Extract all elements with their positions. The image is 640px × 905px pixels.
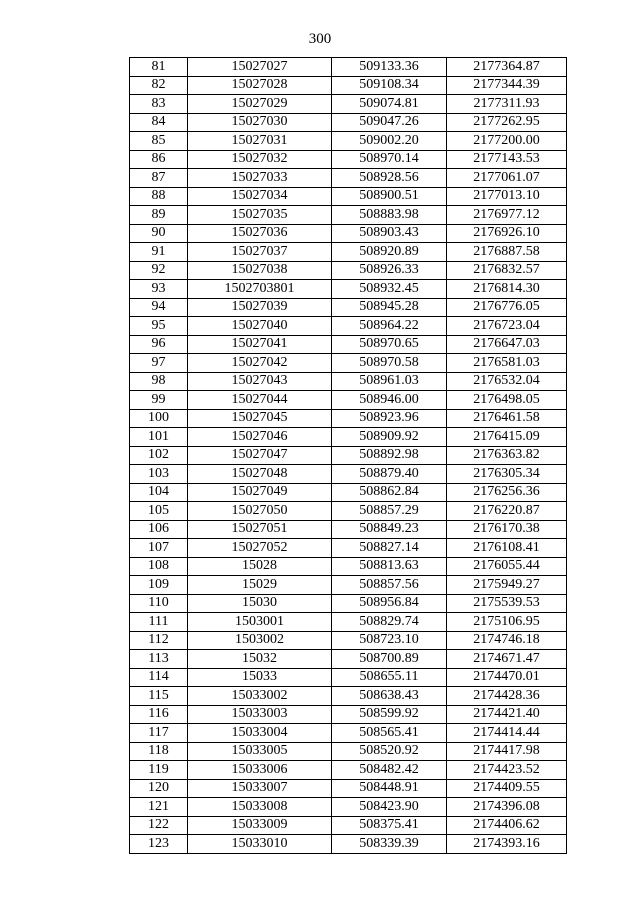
- y-coordinate-cell: 2176055.44: [447, 557, 567, 576]
- row-number-cell: 121: [130, 798, 188, 817]
- row-number-cell: 115: [130, 687, 188, 706]
- y-coordinate-cell: 2177200.00: [447, 132, 567, 151]
- x-coordinate-cell: 508423.90: [332, 798, 447, 817]
- point-id-cell: 15027029: [188, 95, 332, 114]
- y-coordinate-cell: 2176814.30: [447, 280, 567, 299]
- table-row: [130, 761, 567, 780]
- point-id-cell: 15027040: [188, 317, 332, 336]
- point-id-cell: 15027031: [188, 132, 332, 151]
- point-id-cell: 15033006: [188, 761, 332, 780]
- x-coordinate-cell: 509002.20: [332, 132, 447, 151]
- x-coordinate-cell: 508923.96: [332, 409, 447, 428]
- table-row: [130, 594, 567, 613]
- point-id-cell: 15033007: [188, 779, 332, 798]
- x-coordinate-cell: 509047.26: [332, 113, 447, 132]
- point-id-cell: 15032: [188, 650, 332, 669]
- row-number-cell: 83: [130, 95, 188, 114]
- y-coordinate-cell: 2177061.07: [447, 169, 567, 188]
- y-coordinate-cell: 2175949.27: [447, 576, 567, 595]
- row-number-cell: 93: [130, 280, 188, 299]
- row-number-cell: 81: [130, 58, 188, 77]
- row-number-cell: 104: [130, 483, 188, 502]
- x-coordinate-cell: 508946.00: [332, 391, 447, 410]
- row-number-cell: 116: [130, 705, 188, 724]
- row-number-cell: 86: [130, 150, 188, 169]
- x-coordinate-cell: 508565.41: [332, 724, 447, 743]
- row-number-cell: 88: [130, 187, 188, 206]
- table-row: [130, 261, 567, 280]
- row-number-cell: 100: [130, 409, 188, 428]
- x-coordinate-cell: 508448.91: [332, 779, 447, 798]
- point-id-cell: 15027033: [188, 169, 332, 188]
- x-coordinate-cell: 508892.98: [332, 446, 447, 465]
- y-coordinate-cell: 2177344.39: [447, 76, 567, 95]
- y-coordinate-cell: 2177364.87: [447, 58, 567, 77]
- y-coordinate-cell: 2174671.47: [447, 650, 567, 669]
- point-id-cell: 15027037: [188, 243, 332, 262]
- point-id-cell: 15027051: [188, 520, 332, 539]
- table-row: [130, 391, 567, 410]
- point-id-cell: 15033010: [188, 835, 332, 854]
- y-coordinate-cell: 2176887.58: [447, 243, 567, 262]
- y-coordinate-cell: 2174428.36: [447, 687, 567, 706]
- row-number-cell: 84: [130, 113, 188, 132]
- table-row: [130, 76, 567, 95]
- table-row: [130, 798, 567, 817]
- table-row: [130, 298, 567, 317]
- page-number: 300: [308, 31, 332, 47]
- row-number-cell: 108: [130, 557, 188, 576]
- x-coordinate-cell: 508599.92: [332, 705, 447, 724]
- y-coordinate-cell: 2176832.57: [447, 261, 567, 280]
- table-row: [130, 539, 567, 558]
- point-id-cell: 15027027: [188, 58, 332, 77]
- y-coordinate-cell: 2174470.01: [447, 668, 567, 687]
- x-coordinate-cell: 508813.63: [332, 557, 447, 576]
- x-coordinate-cell: 508723.10: [332, 631, 447, 650]
- y-coordinate-cell: 2174406.62: [447, 816, 567, 835]
- y-coordinate-cell: 2176256.36: [447, 483, 567, 502]
- row-number-cell: 90: [130, 224, 188, 243]
- point-id-cell: 15027044: [188, 391, 332, 410]
- x-coordinate-cell: 509074.81: [332, 95, 447, 114]
- point-id-cell: 15033005: [188, 742, 332, 761]
- table-row: [130, 446, 567, 465]
- row-number-cell: 95: [130, 317, 188, 336]
- row-number-cell: 114: [130, 668, 188, 687]
- x-coordinate-cell: 508970.58: [332, 354, 447, 373]
- x-coordinate-cell: 508883.98: [332, 206, 447, 225]
- point-id-cell: 15033009: [188, 816, 332, 835]
- x-coordinate-cell: 508829.74: [332, 613, 447, 632]
- table-row: [130, 169, 567, 188]
- table-row: [130, 742, 567, 761]
- point-id-cell: 15030: [188, 594, 332, 613]
- y-coordinate-cell: 2176498.05: [447, 391, 567, 410]
- point-id-cell: 15027030: [188, 113, 332, 132]
- table-row: [130, 95, 567, 114]
- y-coordinate-cell: 2174396.08: [447, 798, 567, 817]
- table-row: [130, 557, 567, 576]
- row-number-cell: 96: [130, 335, 188, 354]
- y-coordinate-cell: 2174393.16: [447, 835, 567, 854]
- x-coordinate-cell: 508903.43: [332, 224, 447, 243]
- x-coordinate-cell: 508375.41: [332, 816, 447, 835]
- table-row: [130, 576, 567, 595]
- x-coordinate-cell: 508857.56: [332, 576, 447, 595]
- x-coordinate-cell: 508928.56: [332, 169, 447, 188]
- row-number-cell: 118: [130, 742, 188, 761]
- row-number-cell: 103: [130, 465, 188, 484]
- row-number-cell: 112: [130, 631, 188, 650]
- x-coordinate-cell: 509108.34: [332, 76, 447, 95]
- point-id-cell: 15027034: [188, 187, 332, 206]
- table-row: [130, 280, 567, 299]
- table-row: [130, 687, 567, 706]
- table-row: [130, 779, 567, 798]
- point-id-cell: 15027048: [188, 465, 332, 484]
- row-number-cell: 119: [130, 761, 188, 780]
- row-number-cell: 101: [130, 428, 188, 447]
- y-coordinate-cell: 2176723.04: [447, 317, 567, 336]
- table-row: [130, 150, 567, 169]
- y-coordinate-cell: 2176363.82: [447, 446, 567, 465]
- point-id-cell: 15027039: [188, 298, 332, 317]
- table-row: [130, 372, 567, 391]
- x-coordinate-cell: 508964.22: [332, 317, 447, 336]
- table-row: [130, 705, 567, 724]
- x-coordinate-cell: 508339.39: [332, 835, 447, 854]
- point-id-cell: 15027046: [188, 428, 332, 447]
- x-coordinate-cell: 508961.03: [332, 372, 447, 391]
- point-id-cell: 15033003: [188, 705, 332, 724]
- row-number-cell: 106: [130, 520, 188, 539]
- y-coordinate-cell: 2177013.10: [447, 187, 567, 206]
- row-number-cell: 102: [130, 446, 188, 465]
- x-coordinate-cell: 508909.92: [332, 428, 447, 447]
- x-coordinate-cell: 508970.65: [332, 335, 447, 354]
- y-coordinate-cell: 2176926.10: [447, 224, 567, 243]
- table-row: [130, 502, 567, 521]
- point-id-cell: 15027036: [188, 224, 332, 243]
- x-coordinate-cell: 508900.51: [332, 187, 447, 206]
- table-row: [130, 650, 567, 669]
- x-coordinate-cell: 508520.92: [332, 742, 447, 761]
- y-coordinate-cell: 2176170.38: [447, 520, 567, 539]
- x-coordinate-cell: 508655.11: [332, 668, 447, 687]
- point-id-cell: 15027038: [188, 261, 332, 280]
- y-coordinate-cell: 2176977.12: [447, 206, 567, 225]
- x-coordinate-cell: 508945.28: [332, 298, 447, 317]
- x-coordinate-cell: 508700.89: [332, 650, 447, 669]
- x-coordinate-cell: 508827.14: [332, 539, 447, 558]
- y-coordinate-cell: 2174414.44: [447, 724, 567, 743]
- point-id-cell: 15029: [188, 576, 332, 595]
- table-row: [130, 483, 567, 502]
- table-row: [130, 465, 567, 484]
- table-row: [130, 354, 567, 373]
- row-number-cell: 85: [130, 132, 188, 151]
- point-id-cell: 15027032: [188, 150, 332, 169]
- row-number-cell: 110: [130, 594, 188, 613]
- point-id-cell: 15027035: [188, 206, 332, 225]
- point-id-cell: 15033008: [188, 798, 332, 817]
- table-row: [130, 132, 567, 151]
- row-number-cell: 91: [130, 243, 188, 262]
- table-row: [130, 317, 567, 336]
- table-row: [130, 631, 567, 650]
- point-id-cell: 15028: [188, 557, 332, 576]
- x-coordinate-cell: 508932.45: [332, 280, 447, 299]
- table-row: [130, 724, 567, 743]
- point-id-cell: 15027045: [188, 409, 332, 428]
- row-number-cell: 111: [130, 613, 188, 632]
- point-id-cell: 15027042: [188, 354, 332, 373]
- y-coordinate-cell: 2176305.34: [447, 465, 567, 484]
- x-coordinate-cell: 509133.36: [332, 58, 447, 77]
- x-coordinate-cell: 508920.89: [332, 243, 447, 262]
- row-number-cell: 98: [130, 372, 188, 391]
- y-coordinate-cell: 2177262.95: [447, 113, 567, 132]
- y-coordinate-cell: 2176532.04: [447, 372, 567, 391]
- row-number-cell: 89: [130, 206, 188, 225]
- table-row: [130, 224, 567, 243]
- x-coordinate-cell: 508638.43: [332, 687, 447, 706]
- coordinates-table-body: [130, 58, 567, 854]
- coordinates-table: [129, 57, 567, 854]
- row-number-cell: 109: [130, 576, 188, 595]
- row-number-cell: 97: [130, 354, 188, 373]
- y-coordinate-cell: 2176581.03: [447, 354, 567, 373]
- table-row: [130, 668, 567, 687]
- x-coordinate-cell: 508482.42: [332, 761, 447, 780]
- point-id-cell: 15027050: [188, 502, 332, 521]
- y-coordinate-cell: 2176220.87: [447, 502, 567, 521]
- row-number-cell: 105: [130, 502, 188, 521]
- x-coordinate-cell: 508970.14: [332, 150, 447, 169]
- point-id-cell: 15033002: [188, 687, 332, 706]
- table-row: [130, 58, 567, 77]
- point-id-cell: 15027052: [188, 539, 332, 558]
- row-number-cell: 94: [130, 298, 188, 317]
- table-row: [130, 835, 567, 854]
- x-coordinate-cell: 508857.29: [332, 502, 447, 521]
- point-id-cell: 15033004: [188, 724, 332, 743]
- table-row: [130, 335, 567, 354]
- y-coordinate-cell: 2175539.53: [447, 594, 567, 613]
- point-id-cell: 1503002: [188, 631, 332, 650]
- y-coordinate-cell: 2174423.52: [447, 761, 567, 780]
- y-coordinate-cell: 2174421.40: [447, 705, 567, 724]
- table-row: [130, 409, 567, 428]
- row-number-cell: 117: [130, 724, 188, 743]
- x-coordinate-cell: 508926.33: [332, 261, 447, 280]
- row-number-cell: 113: [130, 650, 188, 669]
- y-coordinate-cell: 2175106.95: [447, 613, 567, 632]
- table-row: [130, 520, 567, 539]
- point-id-cell: 1503001: [188, 613, 332, 632]
- table-row: [130, 816, 567, 835]
- point-id-cell: 15027049: [188, 483, 332, 502]
- y-coordinate-cell: 2176776.05: [447, 298, 567, 317]
- table-row: [130, 113, 567, 132]
- table-row: [130, 243, 567, 262]
- point-id-cell: 15027043: [188, 372, 332, 391]
- row-number-cell: 87: [130, 169, 188, 188]
- row-number-cell: 92: [130, 261, 188, 280]
- table-row: [130, 206, 567, 225]
- row-number-cell: 122: [130, 816, 188, 835]
- row-number-cell: 82: [130, 76, 188, 95]
- y-coordinate-cell: 2176415.09: [447, 428, 567, 447]
- table-row: [130, 187, 567, 206]
- y-coordinate-cell: 2174409.55: [447, 779, 567, 798]
- y-coordinate-cell: 2177143.53: [447, 150, 567, 169]
- y-coordinate-cell: 2176461.58: [447, 409, 567, 428]
- table-row: [130, 428, 567, 447]
- row-number-cell: 99: [130, 391, 188, 410]
- y-coordinate-cell: 2176108.41: [447, 539, 567, 558]
- x-coordinate-cell: 508862.84: [332, 483, 447, 502]
- point-id-cell: 1502703801: [188, 280, 332, 299]
- x-coordinate-cell: 508879.40: [332, 465, 447, 484]
- row-number-cell: 123: [130, 835, 188, 854]
- x-coordinate-cell: 508849.23: [332, 520, 447, 539]
- y-coordinate-cell: 2176647.03: [447, 335, 567, 354]
- y-coordinate-cell: 2177311.93: [447, 95, 567, 114]
- point-id-cell: 15027047: [188, 446, 332, 465]
- row-number-cell: 107: [130, 539, 188, 558]
- table-row: [130, 613, 567, 632]
- row-number-cell: 120: [130, 779, 188, 798]
- y-coordinate-cell: 2174746.18: [447, 631, 567, 650]
- x-coordinate-cell: 508956.84: [332, 594, 447, 613]
- y-coordinate-cell: 2174417.98: [447, 742, 567, 761]
- point-id-cell: 15033: [188, 668, 332, 687]
- point-id-cell: 15027028: [188, 76, 332, 95]
- point-id-cell: 15027041: [188, 335, 332, 354]
